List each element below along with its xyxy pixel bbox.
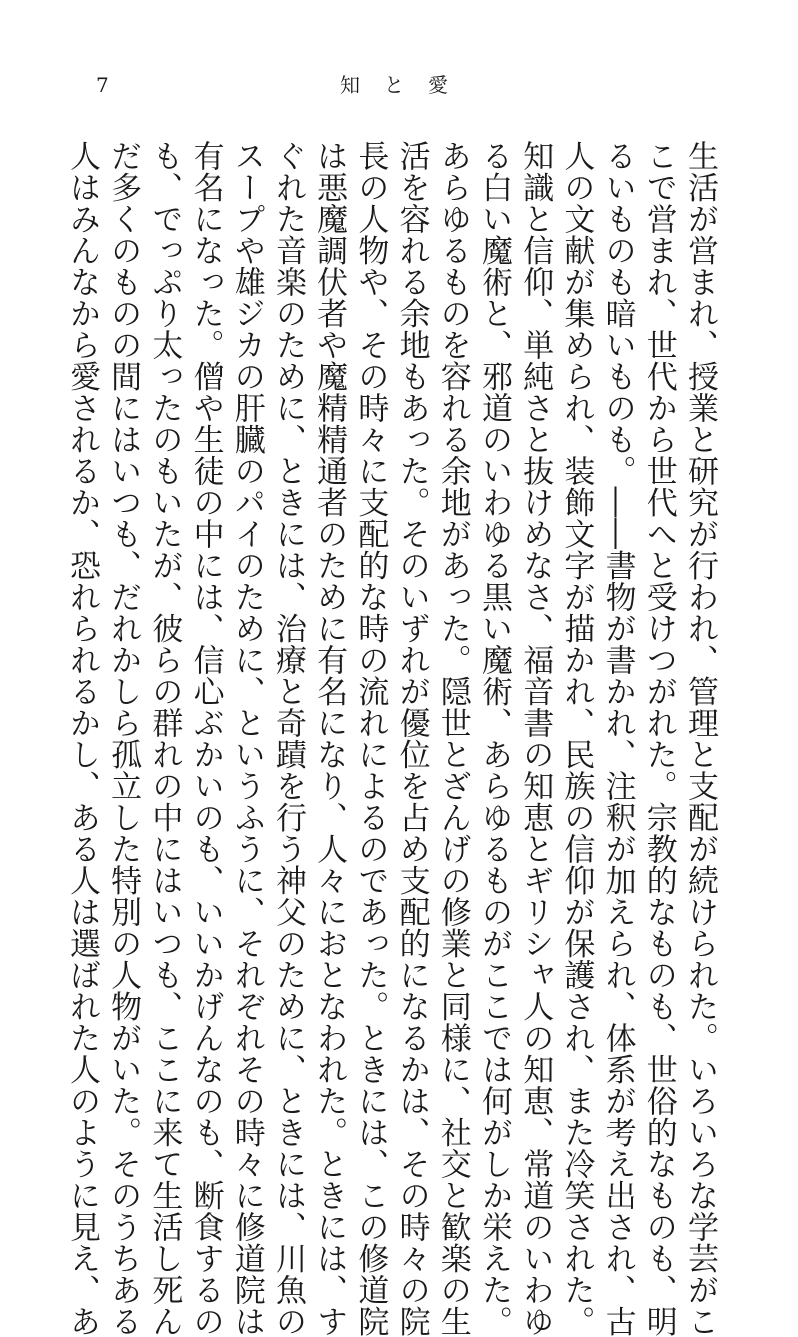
text-line: 生活が営まれ、授業と研究が行われ、管理と支配が続けられた。いろいろな学芸がこ bbox=[682, 140, 718, 1337]
text-line: ぐれた音楽のために、ときには、治療と奇蹟を行う神父のために、ときには、川魚の bbox=[269, 140, 306, 1337]
text-line: スープや雄ジカの肝臓のパイのために、というふうに、それぞれその時々に修道院は bbox=[228, 140, 265, 1337]
text-line: 人はみんなから愛されるか、恐れられるかし、ある人は選ばれた人のように見え、あ bbox=[63, 140, 100, 1337]
text-line: あらゆるものを容れる余地があった。隠世とざんげの修業と同様に、社交と歓楽の生 bbox=[434, 140, 471, 1337]
text-line: は悪魔調伏者や魔精精通者のために有名になり、人々におとなわれた。ときには、す bbox=[311, 140, 348, 1337]
text-line: るいものも暗いものも。――書物が書かれ、注釈が加えられ、体系が考え出され、古 bbox=[599, 140, 636, 1337]
page-number: 7 bbox=[96, 73, 109, 97]
text-line: る白い魔術と、邪道のいわゆる黒い魔術、あらゆるものがここでは何がしか栄えた。 bbox=[475, 140, 512, 1337]
text-line: だ多くのものの間にはいつも、だれかしら孤立した特別の人物がいた。そのうちある bbox=[105, 140, 142, 1337]
text-line: 長の人物や、その時々に支配的な時の流れによるのであった。ときには、この修道院 bbox=[352, 140, 389, 1337]
text-line: 有名になった。僧や生徒の中には、信心ぶかいのも、いいかげんなのも、断食するの bbox=[187, 140, 224, 1337]
text-line: 人の文献が集められ、装飾文字が描かれ、民族の信仰が保護され、また冷笑された。 bbox=[558, 140, 595, 1337]
page-header bbox=[0, 70, 798, 100]
text-line: こで営まれ、世代から世代へと受けつがれた。宗教的なものも、世俗的なものも、明 bbox=[640, 140, 677, 1337]
text-line: も、でっぷり太ったのもいたが、彼らの群れの中にはいつも、ここに来て生活し死ん bbox=[146, 140, 183, 1337]
vertical-text-block bbox=[63, 140, 720, 1337]
text-line: 知識と信仰、単純さと抜けめなさ、福音書の知恵とギリシャ人の知恵、常道のいわゆ bbox=[517, 140, 554, 1337]
text-line: 活を容れる余地もあった。そのいずれが優位を占め支配的になるかは、その時々の院 bbox=[393, 140, 430, 1337]
running-title: 知と愛 bbox=[340, 73, 472, 97]
